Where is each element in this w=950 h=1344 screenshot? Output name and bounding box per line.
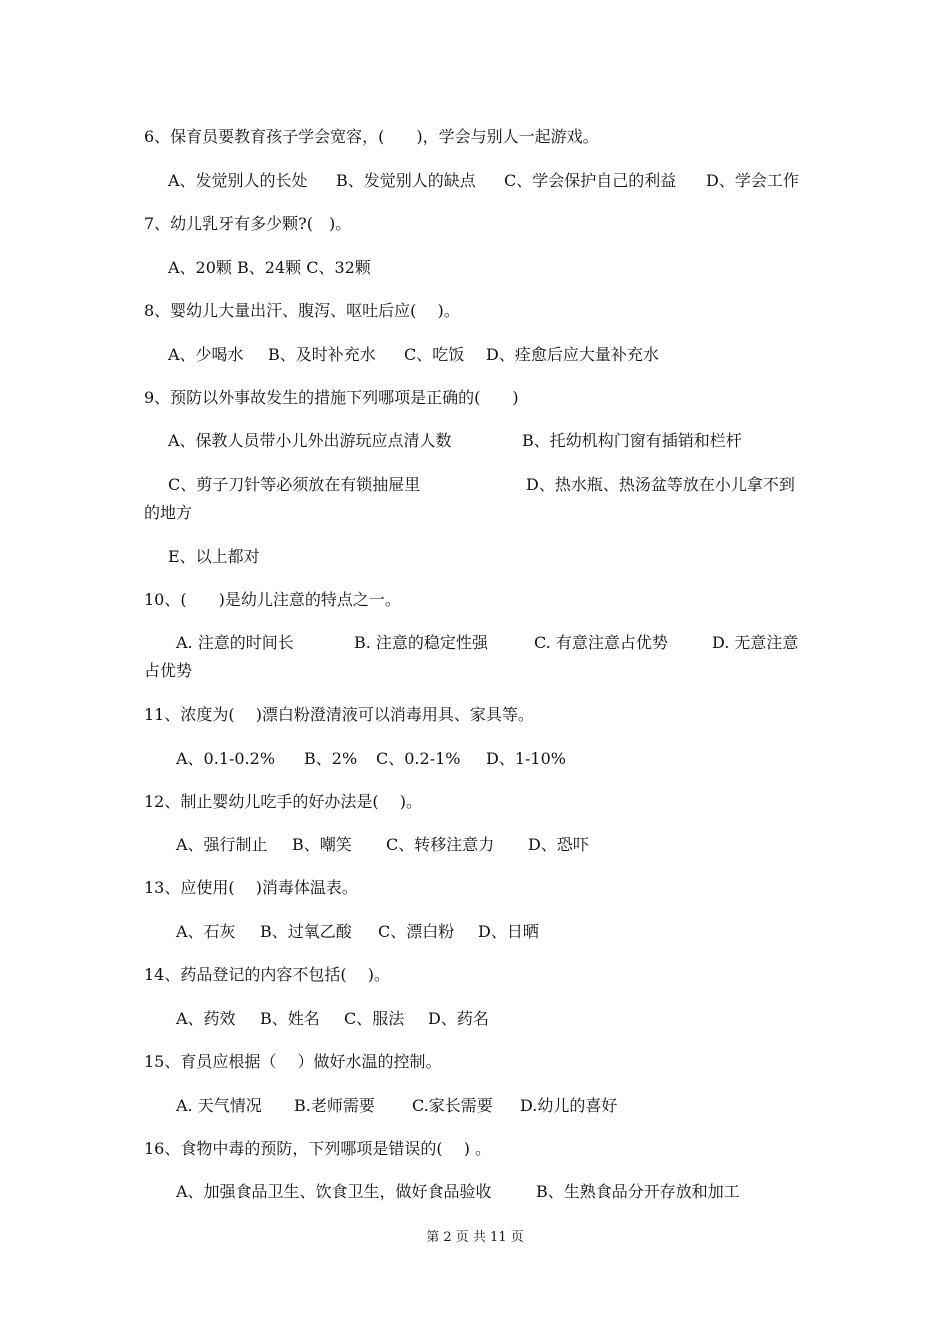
- page-footer: 第 2 页 共 11 页: [426, 1230, 524, 1245]
- question-10-stem: 10、( )是幼儿注意的特点之一。: [144, 590, 401, 609]
- option-d: D、痊愈后应大量补充水: [486, 345, 659, 364]
- option-a: A、加强食品卫生、饮食卫生，做好食品验收: [176, 1182, 492, 1201]
- option-b: B、及时补充水: [268, 345, 376, 364]
- option-c: C、漂白粉: [378, 922, 455, 941]
- option-b: B、发觉别人的缺点: [336, 171, 476, 190]
- option-a: A、发觉别人的长处: [168, 171, 308, 190]
- question-13-stem: 13、应使用( )消毒体温表。: [144, 878, 358, 897]
- question-15-stem: 15、育员应根据（ ）做好水温的控制。: [144, 1052, 442, 1071]
- option-d: D、1-10%: [486, 749, 566, 768]
- option-d: D、恐吓: [528, 835, 589, 854]
- option-a: A、0.1-0.2%: [176, 749, 276, 768]
- question-10-option-d-continued: 占优势: [144, 661, 193, 680]
- option-b: B、姓名: [260, 1009, 320, 1028]
- option-b: B、生熟食品分开存放和加工: [536, 1182, 740, 1201]
- option-c: C、转移注意力: [386, 835, 495, 854]
- question-9-option-d-continued: 的地方: [144, 503, 193, 522]
- option-c: C、吃饭: [404, 345, 465, 364]
- option-a: A、药效: [176, 1009, 236, 1028]
- question-7-stem: 7、幼儿乳牙有多少颗?( )。: [144, 214, 352, 233]
- option-b: B、嘲笑: [292, 835, 352, 854]
- option-a: A、强行制止: [176, 835, 268, 854]
- option-b: B.老师需要: [294, 1096, 375, 1115]
- option-c: C、0.2-1%: [376, 749, 461, 768]
- question-11-stem: 11、浓度为( )漂白粉澄清液可以消毒用具、家具等。: [144, 705, 534, 724]
- option-list: A、20颗 B、24颗 C、32颗: [168, 258, 371, 277]
- question-12-stem: 12、制止婴幼儿吃手的好办法是( )。: [144, 792, 422, 811]
- option-c: C、服法: [344, 1009, 405, 1028]
- option-a: A. 注意的时间长: [176, 633, 294, 652]
- option-b: B. 注意的稳定性强: [354, 633, 488, 652]
- option-d: D、热水瓶、热汤盆等放在小儿拿不到: [526, 475, 795, 494]
- option-d: D.幼儿的喜好: [520, 1096, 618, 1115]
- option-c: C. 有意注意占优势: [534, 633, 668, 652]
- option-a: A、少喝水: [168, 345, 244, 364]
- option-d: D、日晒: [478, 922, 539, 941]
- option-b: B、2%: [304, 749, 358, 768]
- option-a: A、保教人员带小儿外出游玩应点清人数: [168, 431, 452, 450]
- question-14-stem: 14、药品登记的内容不包括( )。: [144, 965, 390, 984]
- option-b: B、托幼机构门窗有插销和栏杆: [522, 431, 742, 450]
- option-c: C、学会保护自己的利益: [504, 171, 677, 190]
- option-d: D、药名: [428, 1009, 489, 1028]
- option-c: C、剪子刀针等必须放在有锁抽屉里: [168, 475, 421, 494]
- option-b: B、过氧乙酸: [260, 922, 352, 941]
- option-a: A. 天气情况: [176, 1096, 262, 1115]
- question-9-stem: 9、预防以外事故发生的措施下列哪项是正确的( ): [144, 388, 519, 407]
- option-d: D、学会工作: [706, 171, 799, 190]
- option-d: D. 无意注意: [712, 633, 799, 652]
- option-c: C.家长需要: [412, 1096, 493, 1115]
- question-16-stem: 16、食物中毒的预防，下列哪项是错误的( ) 。: [144, 1139, 492, 1158]
- question-6-stem: 6、保育员要教育孩子学会宽容，( )，学会与别人一起游戏。: [144, 127, 599, 146]
- option-e: E、以上都对: [168, 547, 260, 566]
- question-8-stem: 8、婴幼儿大量出汗、腹泻、呕吐后应( )。: [144, 301, 460, 320]
- option-a: A、石灰: [176, 922, 236, 941]
